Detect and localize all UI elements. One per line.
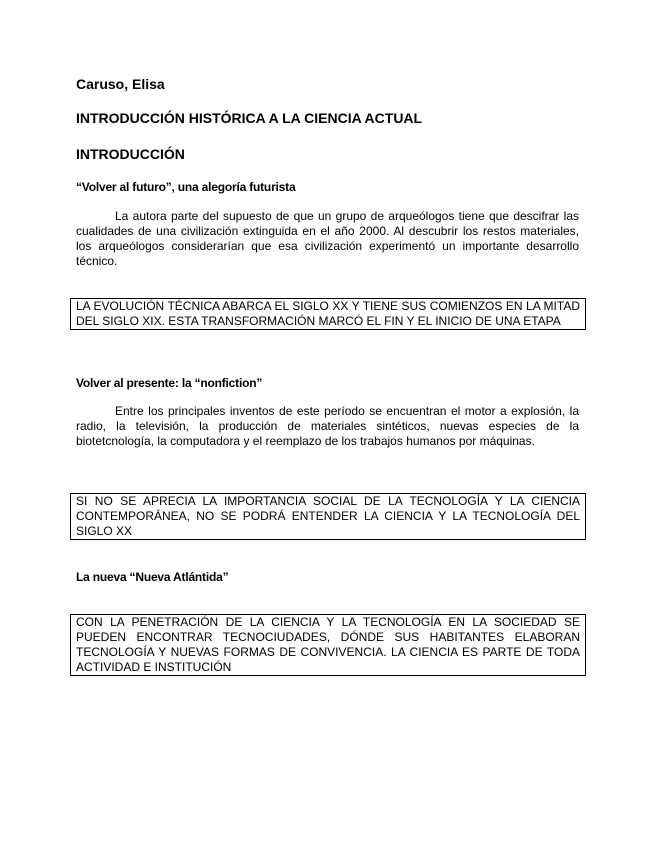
subheading-volver-al-presente: Volver al presente: la “nonfiction” — [76, 376, 263, 390]
author-name: Caruso, Elisa — [76, 76, 165, 92]
subheading-volver-al-futuro: “Volver al futuro”, una alegoría futurista — [76, 180, 296, 194]
highlight-box-evolucion-tecnica: LA EVOLUCIÓN TÉCNICA ABARCA EL SIGLO XX Y TIENE SUS COMIENZOS EN LA MITAD DEL SIGLO XIX. ESTA TRANSFORMACIÓN MARCÓ EL FIN Y EL INICIO DE UNA ETAPA — [70, 298, 586, 330]
paragraph-inventos: Entre los principales inventos de este período se encuentran el motor a explosión, la radio, la televisión, la producción de materiales sintéticos, nuevas especies de la biotetcnología, la computadora y el reemplazo de los trabajos humanos por máquinas. — [76, 404, 579, 448]
subheading-nueva-atlantida: La nueva “Nueva Atlántida” — [76, 570, 229, 584]
document-title: INTRODUCCIÓN HISTÓRICA A LA CIENCIA ACTUAL — [76, 110, 423, 126]
section-title: INTRODUCCIÓN — [76, 146, 185, 162]
highlight-box-importancia-social: SI NO SE APRECIA LA IMPORTANCIA SOCIAL DE LA TECNOLOGÍA Y LA CIENCIA CONTEMPORÁNEA, NO SE PODRÁ ENTENDER LA CIENCIA Y LA TECNOLOGÍA DEL SIGLO XX — [70, 493, 586, 540]
paragraph-arqueologos: La autora parte del supuesto de que un grupo de arqueólogos tiene que descifrar las cualidades de una civilización extinguida en el año 2000. Al descubrir los restos materiales, los arqueólogos considerarían que esa civilización experimentó un importante desarrollo técnico. — [76, 209, 579, 268]
highlight-box-tecnociudades: CON LA PENETRACIÓN DE LA CIENCIA Y LA TECNOLOGÍA EN LA SOCIEDAD SE PUEDEN ENCONTRAR TECNOCIUDADES, DÓNDE SUS HABITANTES ELABORAN TECNOLOGÍA Y NUEVAS FORMAS DE CONVIVENCIA. LA CIENCIA ES PARTE DE TODA ACTIVIDAD E INSTITUCIÓN — [70, 614, 586, 676]
